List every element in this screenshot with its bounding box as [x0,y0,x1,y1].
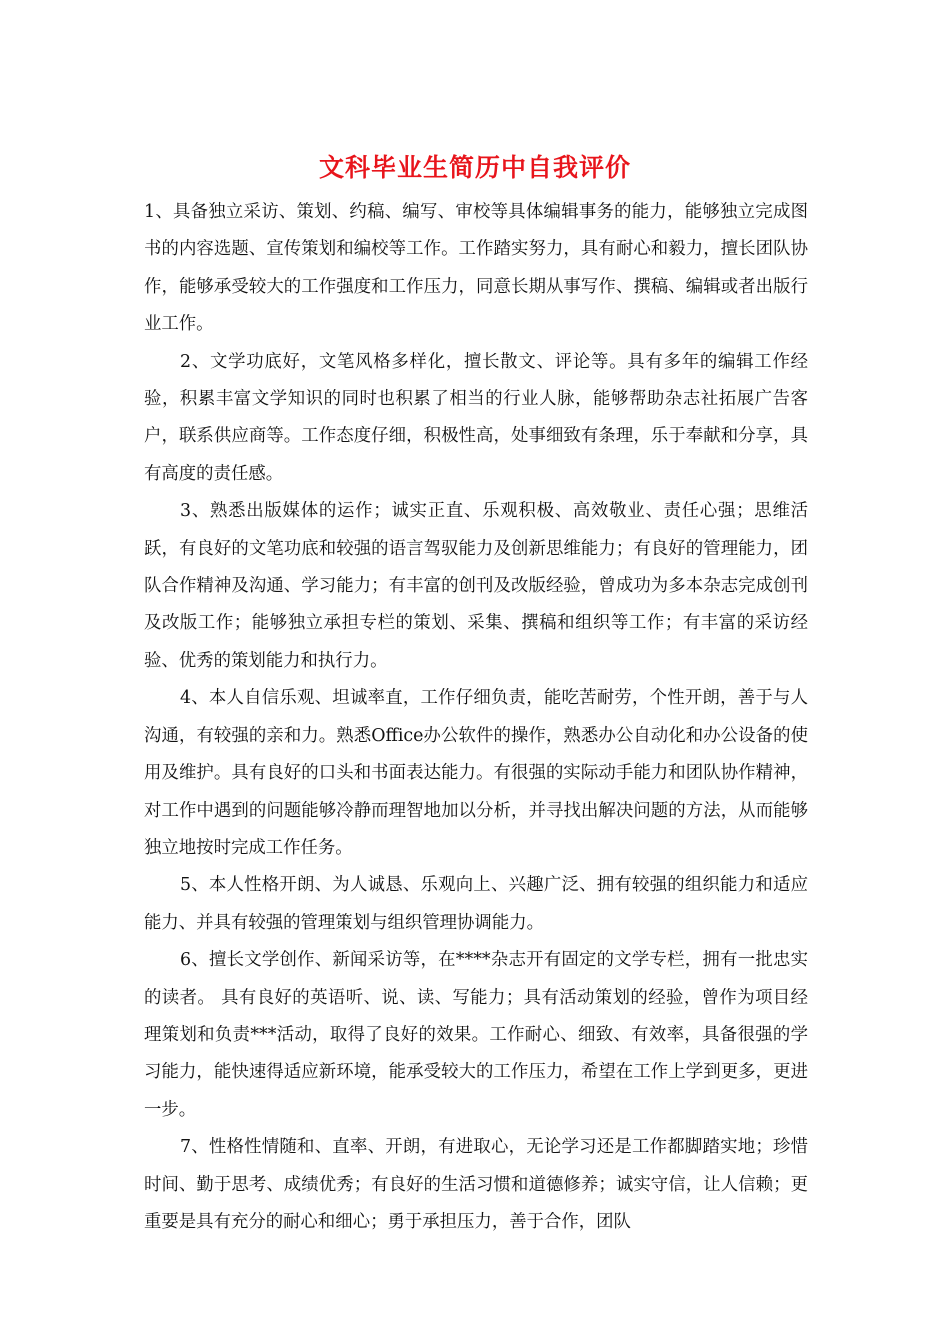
document-body [144,194,808,1241]
document-title: 文科毕业生简历中自我评价 [318,153,631,182]
paragraph-6: 6、擅长文学创作、新闻采访等，在****杂志开有固定的文学专栏，拥有一批忠实的读者。 具有良好的英语听、说、读、写能力；具有活动策划的经验，曾作为项目经理策划和负责***活动，取得了良好的效果。工作耐心、细致、有效率，具备很强的学习能力，能快速得适应新环境，能承受较大的工作压力，希望在工作上学到更多，更进一步。 [144,950,808,1120]
paragraph-4: 4、本人自信乐观、坦诚率直，工作仔细负责，能吃苦耐劳，个性开朗，善于与人沟通，有较强的亲和力。熟悉Office办公软件的操作，熟悉办公自动化和办公设备的使用及维护。具有良好的口头和书面表达能力。有很强的实际动手能力和团队协作精神，对工作中遇到的问题能够冷静而理智地加以分析，并寻找出解决问题的方法，从而能够独立地按时完成工作任务。 [144,688,808,858]
paragraph-1: 1、具备独立采访、策划、约稿、编写、审校等具体编辑事务的能力，能够独立完成图书的内容选题、宣传策划和编校等工作。工作踏实努力，具有耐心和毅力，擅长团队协作，能够承受较大的工作强度和工作压力，同意长期从事写作、撰稿、编辑或者出版行业工作。 [144,202,808,335]
paragraph-3: 3、熟悉出版媒体的运作；诚实正直、乐观积极、高效敬业、责任心强；思维活跃，有良好的文笔功底和较强的语言驾驭能力及创新思维能力；有良好的管理能力，团队合作精神及沟通、学习能力；有丰富的创刊及改版经验，曾成功为多本杂志完成创刊及改版工作；能够独立承担专栏的策划、采集、撰稿和组织等工作；有丰富的采访经验、优秀的策划能力和执行力。 [144,501,808,671]
paragraph-7: 7、性格性情随和、直率、开朗，有进取心，无论学习还是工作都脚踏实地；珍惜时间、勤于思考、成绩优秀；有良好的生活习惯和道德修养；诚实守信，让人信赖；更重要是具有充分的耐心和细心；勇于承担压力，善于合作，团队 [144,1137,808,1232]
paragraph-5: 5、本人性格开朗、为人诚恳、乐观向上、兴趣广泛、拥有较强的组织能力和适应能力、并具有较强的管理策划与组织管理协调能力。 [144,875,808,933]
paragraph-2: 2、文学功底好，文笔风格多样化，擅长散文、评论等。具有多年的编辑工作经验，积累丰富文学知识的同时也积累了相当的行业人脉，能够帮助杂志社拓展广告客户，联系供应商等。工作态度仔细，积极性高，处事细致有条理，乐于奉献和分享，具有高度的责任感。 [144,351,808,484]
